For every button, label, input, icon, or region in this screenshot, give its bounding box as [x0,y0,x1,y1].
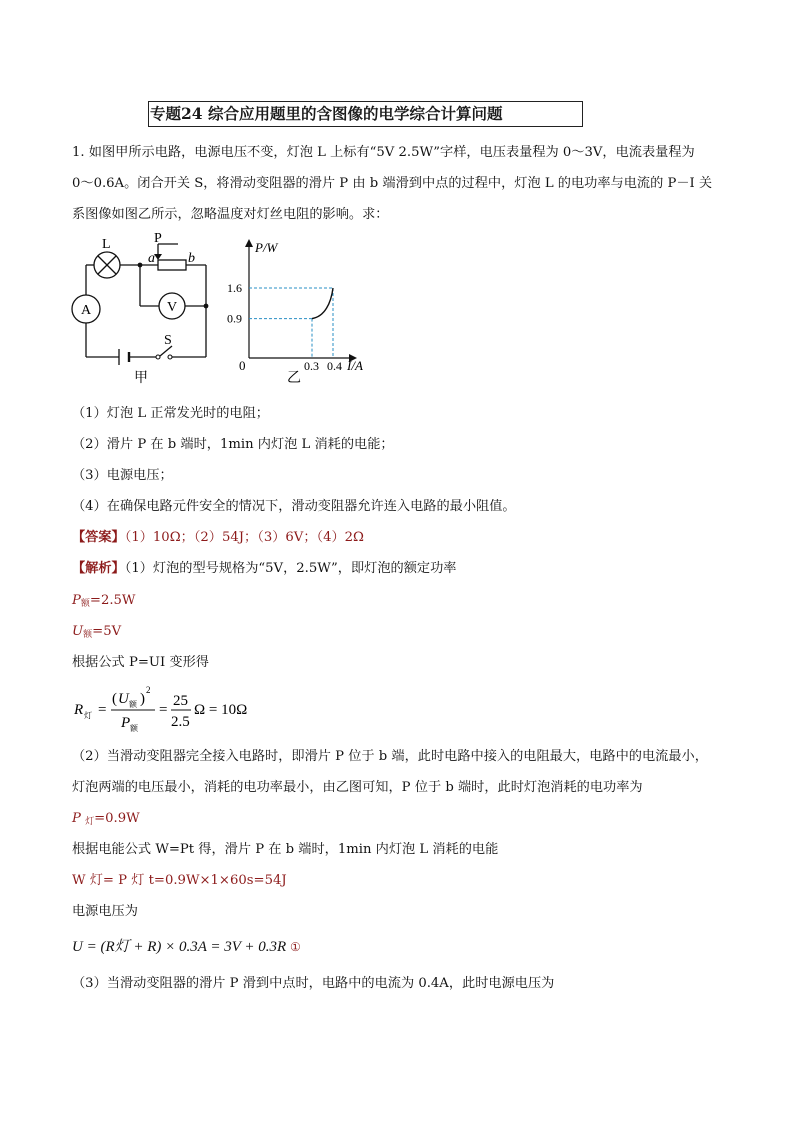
y-axis-arrow-icon [245,239,253,247]
svg-text:=: = [159,702,168,718]
energy-equation: W 灯= P 灯 t=0.9W×1×60s=54J [72,873,287,888]
lamp-power-value: =0.9W [94,811,140,826]
sub-question-2: （2）滑片 P 在 b 端时，1min 内灯泡 L 消耗的电能； [72,437,394,452]
energy-intro: 根据电能公式 W=Pt 得，滑片 P 在 b 端时，1min 内灯泡 L 消耗的电能 [72,842,499,857]
lamp-power [72,811,140,830]
sub-question-1: （1）灯泡 L 正常发光时的电阻； [72,406,269,421]
chart-caption: 乙 [287,371,301,386]
x-tick-label-1: 0.4 [327,359,342,373]
formula-lhs: R [74,702,84,718]
supply-equation-text: U = (R灯 + R) × 0.3A = 3V + 0.3R [72,939,287,955]
supply-equation [72,937,301,957]
lamp-power-symbol: P [72,811,81,826]
formula-num: U [118,691,129,707]
formula-num-subscript: 额 [129,700,137,709]
equation-mark: ① [289,940,301,954]
circuit-caption: 甲 [134,371,148,386]
lamp-power-subscript: 灯 [85,817,95,827]
x-tick-label-0: 0.3 [304,359,319,373]
analysis-line-1 [72,561,456,577]
formula-frac-num: 25 [173,693,188,709]
circuit-diagram [66,232,226,387]
lamp-label: L [102,237,111,252]
switch-icon [156,355,160,359]
svg-text:=: = [98,702,107,718]
formula-lhs-subscript: 灯 [84,711,92,720]
analysis-part2-line1: （2）当滑动变阻器完全接入电路时，即滑片 P 位于 b 端，此时电路中接入的电阻最大，电路中的电流最小， [72,749,708,764]
rheostat [158,260,186,270]
formula-exponent: 2 [146,685,151,695]
formula-frac-den: 2.5 [171,714,190,730]
formula-tail: Ω = 10Ω [194,702,248,718]
answer-line [72,530,364,546]
rated-power-value: =2.5W [89,593,136,608]
y-tick-label-0: 1.6 [227,281,242,295]
slider-label: P [154,232,162,246]
voltmeter-label: V [167,300,178,315]
answer-text: （1）10Ω；（2）54J；（3）6V；（4）2Ω [124,530,364,545]
series-curve [312,288,333,319]
answer-tag: 【答案】 [72,530,125,545]
formula-den-subscript: 额 [130,724,138,733]
question-line-3: 系图像如图乙所示，忽略温度对灯丝电阻的影响。求： [72,207,389,222]
analysis-part2-line2: 灯泡两端的电压最小，消耗的电功率最小，由乙图可知，P 位于 b 端时，此时灯泡消耗的电功率为 [72,780,643,795]
question-line-2: 0～0.6A。闭合开关 S，将滑动变阻器的滑片 P 由 b 端滑到中点的过程中，灯泡 L 的电功率与电流的 P－I 关 [72,176,713,191]
svg-text:(: ( [112,691,117,707]
end-b-label: b [188,251,195,266]
rated-voltage-symbol: U [72,624,84,639]
y-tick-label-1: 0.9 [227,311,242,326]
slider-arrow-icon [154,254,162,260]
junction-dot [138,263,143,268]
ammeter-label: A [81,303,92,318]
y-axis-label: P/W [255,240,278,255]
svg-text:): ) [140,691,145,707]
analysis-part3: （3）当滑动变阻器的滑片 P 滑到中点时，电路中的电流为 0.4A，此时电源电压为 [72,976,555,991]
rated-voltage-value: =5V [92,624,122,639]
question-line-1: 1. 如图甲所示电路，电源电压不变，灯泡 L 上标有“5V 2.5W”字样，电压表量程为 0～3V，电流表量程为 [72,145,695,160]
sub-question-4: （4）在确保电路元件安全的情况下，滑动变阻器允许连入电路的最小阻值。 [72,499,516,514]
rated-power-subscript: 额 [80,599,90,609]
x-axis-label: I/A [347,358,363,373]
formula-den: P [121,715,131,731]
rated-voltage-subscript: 额 [83,630,93,640]
end-a-label: a [148,251,155,266]
junction-dot [204,304,209,309]
resistance-formula [72,683,272,733]
page-title: 专题24 综合应用题里的含图像的电学综合计算问题 [150,104,503,123]
rated-voltage [72,624,121,643]
pi-chart [225,232,375,387]
sub-question-3: （3）电源电压； [72,468,173,483]
analysis-text-1: （1）灯泡的型号规格为“5V，2.5W”，即灯泡的额定功率 [124,561,457,576]
switch-label: S [164,333,172,348]
supply-intro: 电源电压为 [72,904,138,919]
formula-intro: 根据公式 P=UI 变形得 [72,655,209,670]
rated-power-symbol: P [72,593,81,608]
rated-power [72,593,135,612]
origin-label: 0 [239,358,246,373]
analysis-tag: 【解析】 [72,561,125,576]
